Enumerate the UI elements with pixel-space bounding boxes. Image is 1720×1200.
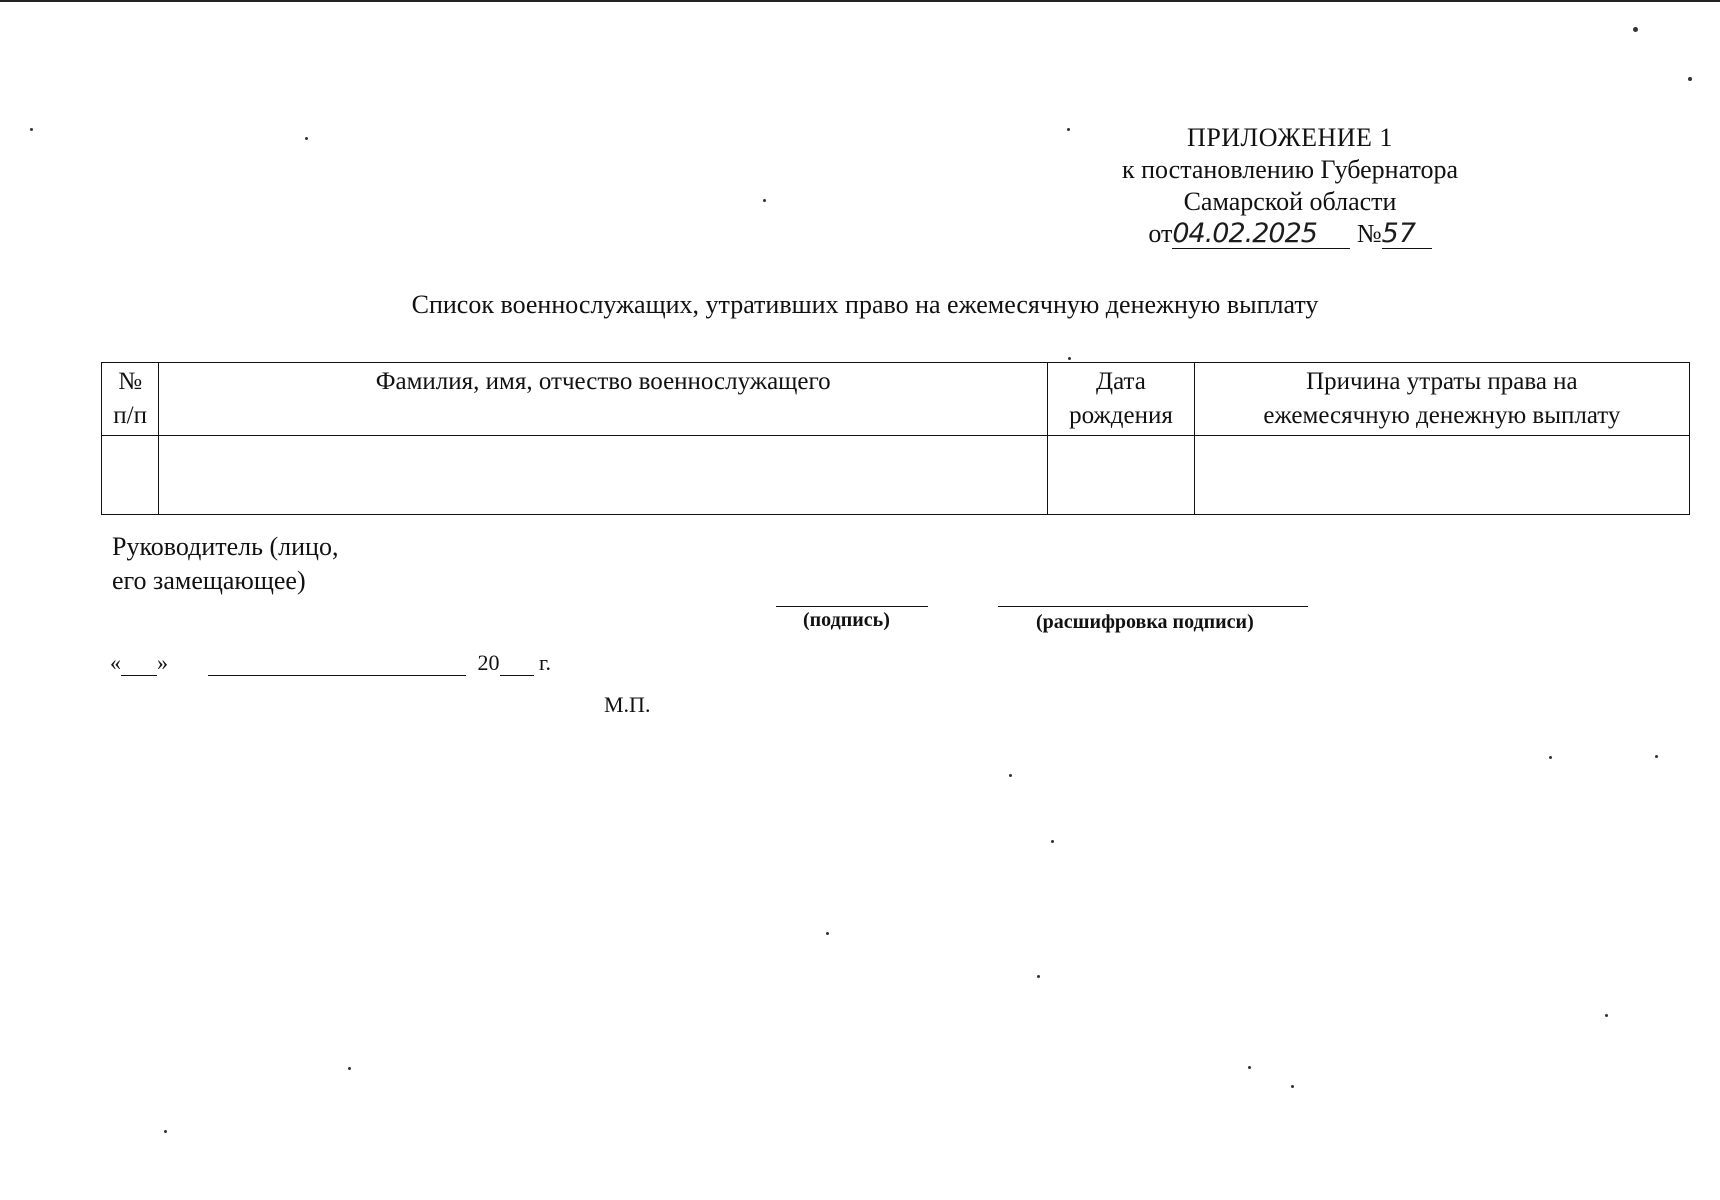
head-signatory-label (112, 530, 338, 598)
scan-speck (1067, 128, 1070, 131)
header-birth-line1: Дата (1096, 368, 1146, 395)
scan-speck (30, 128, 33, 131)
cell-num (102, 436, 159, 515)
appendix-line-decree: к постановлению Губернатора (1121, 155, 1459, 184)
year-suffix: г. (539, 650, 552, 675)
signature-line (776, 606, 928, 607)
date-field-line (110, 650, 551, 676)
year-blank (500, 655, 534, 676)
servicemen-table (101, 362, 1690, 515)
scan-speck (1633, 27, 1638, 32)
month-blank (208, 655, 466, 676)
handwritten-date: 04.02.2025 (1172, 220, 1350, 249)
scan-speck (305, 137, 308, 140)
appendix-line-region: Самарской области (1183, 187, 1397, 216)
handwritten-number: 57 (1382, 220, 1432, 249)
decree-date-number (1148, 218, 1431, 250)
header-num (102, 363, 159, 436)
header-reason-line2: ежемесячную денежную выплату (1263, 402, 1621, 429)
head-label-line2: его замещающее) (112, 566, 306, 595)
table-row (102, 436, 1690, 515)
appendix-block (1080, 122, 1500, 250)
open-quote: « (110, 650, 121, 675)
header-reason-line1: Причина утраты права на (1306, 368, 1578, 395)
decode-signature-line (998, 606, 1308, 607)
header-num-line1: № (118, 368, 143, 395)
number-prefix: № (1356, 219, 1382, 248)
cell-fio (159, 436, 1048, 515)
cell-reason (1194, 436, 1689, 515)
header-birth-date (1048, 363, 1195, 436)
header-num-line2: п/п (113, 402, 147, 429)
scan-speck (826, 932, 829, 935)
year-prefix: 20 (477, 650, 500, 675)
head-label-line1: Руководитель (лицо, (112, 532, 339, 561)
scan-speck (1009, 774, 1012, 777)
scan-speck (1248, 1066, 1251, 1069)
header-birth-line2: рождения (1069, 402, 1173, 429)
close-quote: » (157, 650, 168, 675)
decode-signature-caption: (расшифровка подписи) (1036, 611, 1254, 633)
scan-speck (1688, 77, 1692, 81)
header-reason (1194, 363, 1689, 436)
scan-speck (1068, 357, 1071, 360)
scan-speck (1549, 756, 1552, 759)
scan-speck (1037, 975, 1040, 978)
scan-speck (763, 199, 766, 202)
scan-speck (1605, 1014, 1608, 1017)
scan-top-edge (0, 0, 1720, 2)
scan-speck (1051, 840, 1054, 843)
document-title: Список военнослужащих, утративших право на ежемесячную денежную выплату (411, 290, 1319, 319)
from-prefix: от (1148, 219, 1173, 248)
scan-speck (1291, 1085, 1294, 1088)
signature-caption: (подпись) (803, 609, 890, 631)
scan-speck (164, 1130, 167, 1133)
scan-speck (348, 1067, 351, 1070)
day-blank (121, 655, 157, 676)
cell-birth-date (1048, 436, 1195, 515)
appendix-title: ПРИЛОЖЕНИЕ 1 (1187, 123, 1393, 152)
header-fio: Фамилия, имя, отчество военнослужащего (159, 363, 1048, 436)
stamp-place: М.П. (604, 692, 651, 717)
table-header-row (102, 363, 1690, 436)
scan-speck (1655, 755, 1658, 758)
